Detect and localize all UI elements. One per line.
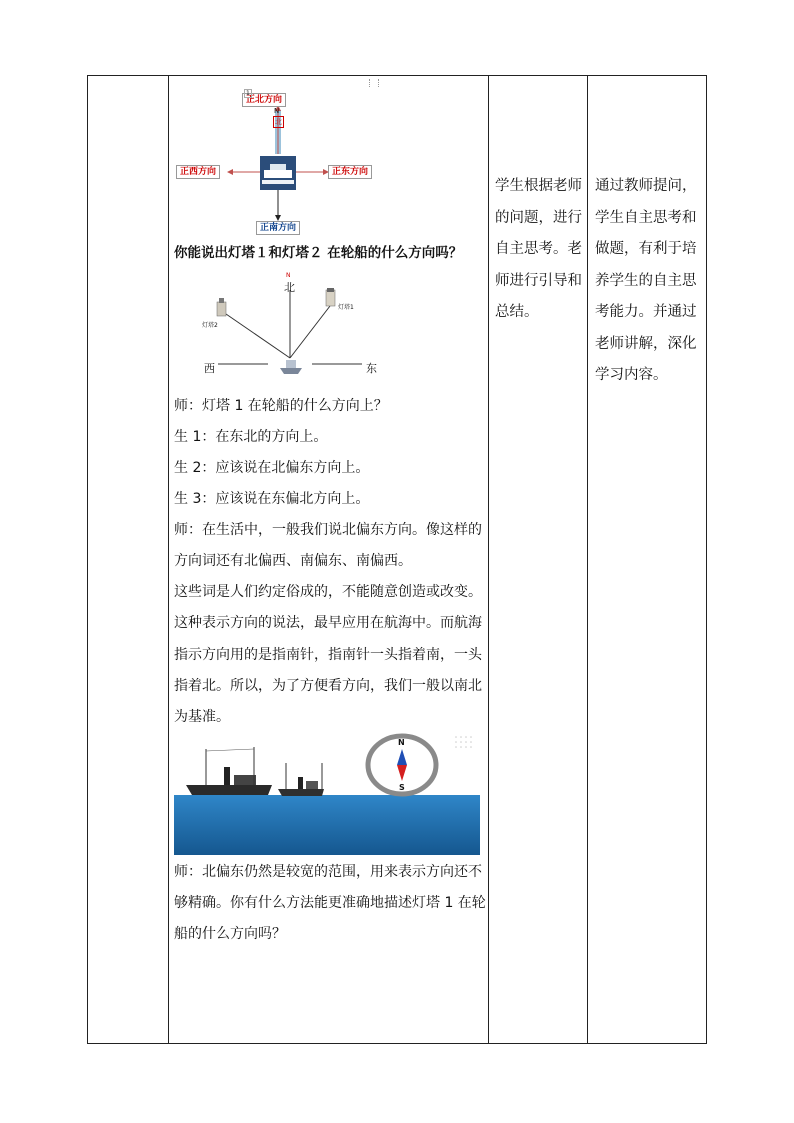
bei-char: 北: [275, 118, 282, 126]
student-activity-line: 总结。: [495, 304, 539, 320]
west-label: 正西方向: [176, 165, 220, 179]
page-marker: 1: [246, 90, 250, 97]
design-intent-line: 学生自主思考和: [595, 209, 697, 226]
student-activity-line: 的问题，进行: [495, 209, 582, 226]
student-activity-line: 学生根据老师: [495, 178, 582, 194]
lighthouse2-label: 灯塔2: [202, 322, 218, 329]
student-activity-line: 自主思考。老: [495, 241, 582, 257]
design-intent-line: 通过教师提问，: [595, 178, 697, 194]
compass-s: S: [399, 783, 405, 792]
column-divider: [587, 76, 588, 1043]
north-label: 正北方向: [242, 93, 286, 107]
dialogue-line: 指示方向用的是指南针，指南针一头指着南，一头: [174, 647, 482, 663]
south-label: 正南方向: [256, 221, 300, 235]
n-letter: N: [274, 107, 280, 115]
student-activity: [495, 171, 582, 329]
closing-line: 够精确。你有什么方法能更准确地描述灯塔 1 在轮: [174, 895, 486, 911]
dialogue-line: 这种表示方向的说法，最早应用在航海中。而航海: [174, 615, 482, 631]
design-intent-line: 老师讲解，深化: [595, 335, 697, 352]
dialogue-line: 方向词还有北偏西、南偏东、南偏西。: [174, 553, 412, 569]
question-text: 你能说出灯塔１和灯塔２ 在轮船的什么方向吗？: [174, 245, 463, 261]
dialogue-line: 生 3：应该说在东偏北方向上。: [174, 491, 370, 507]
dialogue-line: 指着北。所以，为了方便看方向，我们一般以南北: [174, 678, 482, 694]
dialogue-line: 为基准。: [174, 709, 230, 725]
n-letter: N: [286, 272, 291, 279]
dialogue-line: 生 2：应该说在北偏东方向上。: [174, 460, 370, 476]
design-intent: [595, 171, 697, 392]
dialogue-line: 师：灯塔 1 在轮船的什么方向上？: [174, 398, 388, 414]
ships-scene: [174, 733, 480, 855]
closing-line: 师：北偏东仍然是较宽的范围，用来表示方向还不: [174, 864, 482, 880]
north-char: 北: [284, 281, 295, 294]
design-intent-line: 养学生的自主思: [595, 272, 697, 289]
lighthouse-diagram: [190, 270, 400, 382]
dialogue-line: 这些词是人们约定俗成的，不能随意创造或改变。: [174, 584, 482, 600]
design-intent-line: 考能力。并通过: [595, 304, 697, 320]
ships-illustration: [174, 733, 480, 855]
dialogue-line: 生 1：在东北的方向上。: [174, 429, 328, 445]
anchor-marker: [369, 79, 379, 87]
column-divider: [168, 76, 169, 1043]
east-char: 东: [366, 362, 377, 375]
east-label: 正东方向: [328, 165, 372, 179]
west-char: 西: [204, 362, 215, 375]
direction-diagram: [170, 88, 380, 238]
column-divider: [488, 76, 489, 1043]
closing-line: 船的什么方向吗？: [174, 926, 286, 942]
dialogue-line: 师：在生活中，一般我们说北偏东方向。像这样的: [174, 522, 482, 538]
lighthouse1-label: 灯塔1: [338, 304, 354, 311]
design-intent-line: 学习内容。: [595, 367, 668, 383]
design-intent-line: 做题，有利于培: [595, 241, 697, 257]
student-activity-line: 师进行引导和: [495, 272, 582, 289]
compass-n: N: [398, 738, 405, 747]
